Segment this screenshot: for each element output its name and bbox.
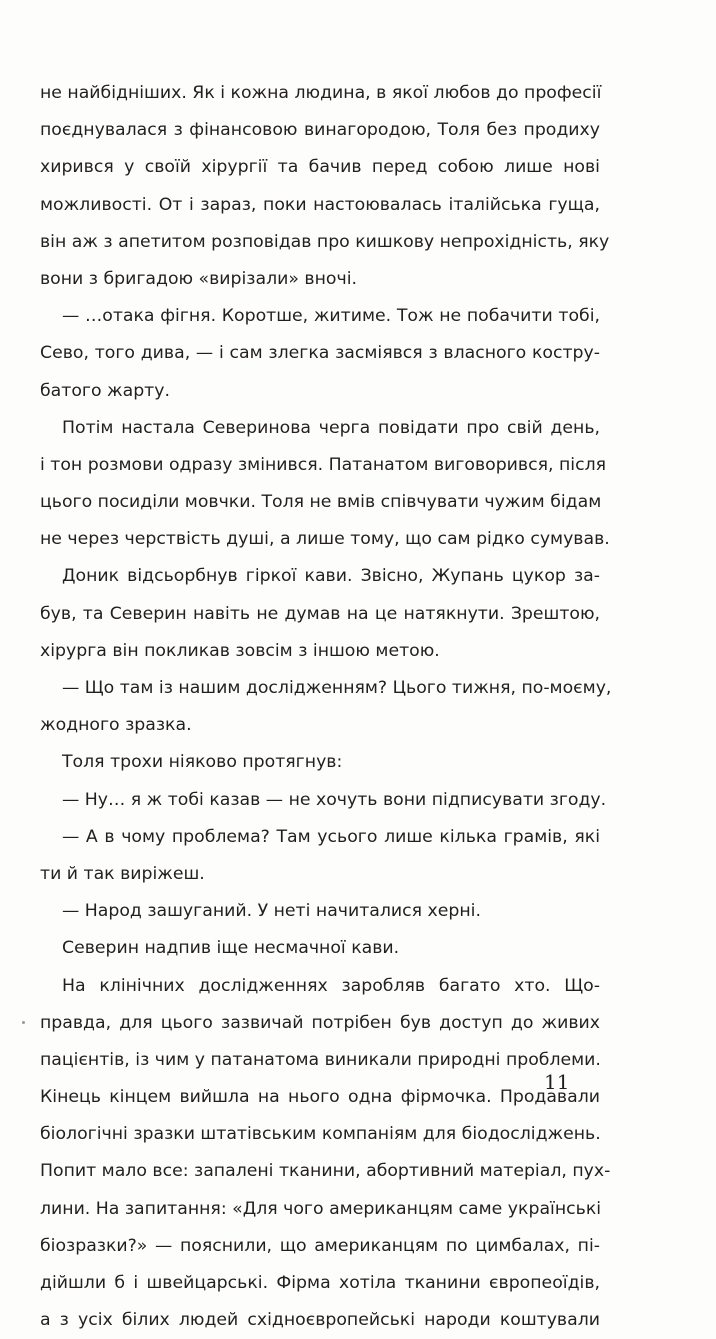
text-line: біозразки?» — пояснили, що американцям по цимбалах, пі- xyxy=(40,1235,600,1256)
page-number: 11 xyxy=(544,1070,570,1094)
text-line: Доник відсьорбнув гіркої кави. Звісно, Жупань цукор за- xyxy=(62,566,600,587)
text-line: — …отака фігня. Коротше, житиме. Тож не побачити тобі, xyxy=(62,306,600,327)
text-line: лини. На запитання: «Для чого американцям саме українські xyxy=(40,1198,602,1219)
text-line: — Народ зашуганий. У неті начиталися херні. xyxy=(62,901,481,922)
text-line: — Ну… я ж тобі казав — не хочуть вони підписувати згоду. xyxy=(62,789,607,810)
text-line: можливості. От і зараз, поки настоювалась італійська гуща, xyxy=(40,194,600,215)
text-line: Потім настала Северинова черга повідати про свій день, xyxy=(62,417,600,438)
text-line: Кінець кінцем вийшла на нього одна фірмочка. Продавали xyxy=(40,1087,600,1108)
text-line: пацієнтів, із чим у патанатома виникали природні проблеми. xyxy=(40,1049,601,1070)
text-line: — А в чому проблема? Там усього лише кілька грамів, які xyxy=(62,826,600,847)
text-line: батого жарту. xyxy=(40,380,170,401)
text-line: — Що там із нашим дослідженням? Цього тижня, по-моєму, xyxy=(62,678,612,698)
text-line: Попит мало все: запалені тканини, абортивний матеріал, пух- xyxy=(40,1161,611,1182)
margin-speck xyxy=(22,1021,25,1024)
text-line: вони з бригадою «вирізали» вночі. xyxy=(40,268,357,289)
text-line: був, та Северин навіть не думав на це натякнути. Зрештою, xyxy=(40,603,600,624)
text-line: На клінічних дослідженнях заробляв багато хто. Що- xyxy=(62,975,600,996)
text-line: хірурга він покликав зовсім з іншою метою. xyxy=(40,640,440,661)
text-line: Толя трохи ніяково протягнув: xyxy=(62,752,343,773)
text-line: і тон розмови одразу змінився. Патанатом виговорився, після xyxy=(40,454,607,475)
text-line: він аж з апетитом розповідав про кишкову непрохідність, яку xyxy=(40,231,610,252)
text-line: поєднувалася з фінансовою винагородою, Толя без продиху xyxy=(40,120,600,141)
text-line: дійшли б і швейцарські. Фірма хотіла тканини європеоїдів, xyxy=(40,1273,600,1293)
text-line: правда, для цього зазвичай потрібен був доступ до живих xyxy=(40,1012,600,1033)
text-line: не найбідніших. Як і кожна людина, в якої любов до професії xyxy=(40,83,602,103)
text-line: а з усіх білих людей східноєвропейські народи коштували xyxy=(40,1310,600,1331)
text-line: біологічні зразки штатівським компаніям для біодосліджень. xyxy=(40,1124,601,1145)
text-line: хирився у своїй хірургії та бачив перед собою лише нові xyxy=(40,157,600,178)
text-line: жодного зразка. xyxy=(40,715,192,736)
text-line: ти й так виріжеш. xyxy=(40,863,205,884)
body-text xyxy=(40,75,612,1339)
text-line: не через черствість душі, а лише тому, що сам рідко сумував. xyxy=(40,529,610,550)
text-line: цього посиділи мовчки. Толя не вмів співчувати чужим бідам xyxy=(40,492,602,513)
text-line: Северин надпив іще несмачної кави. xyxy=(62,938,400,959)
text-line: Сево, того дива, — і сам злегка засміявся з власного костру- xyxy=(40,343,600,364)
